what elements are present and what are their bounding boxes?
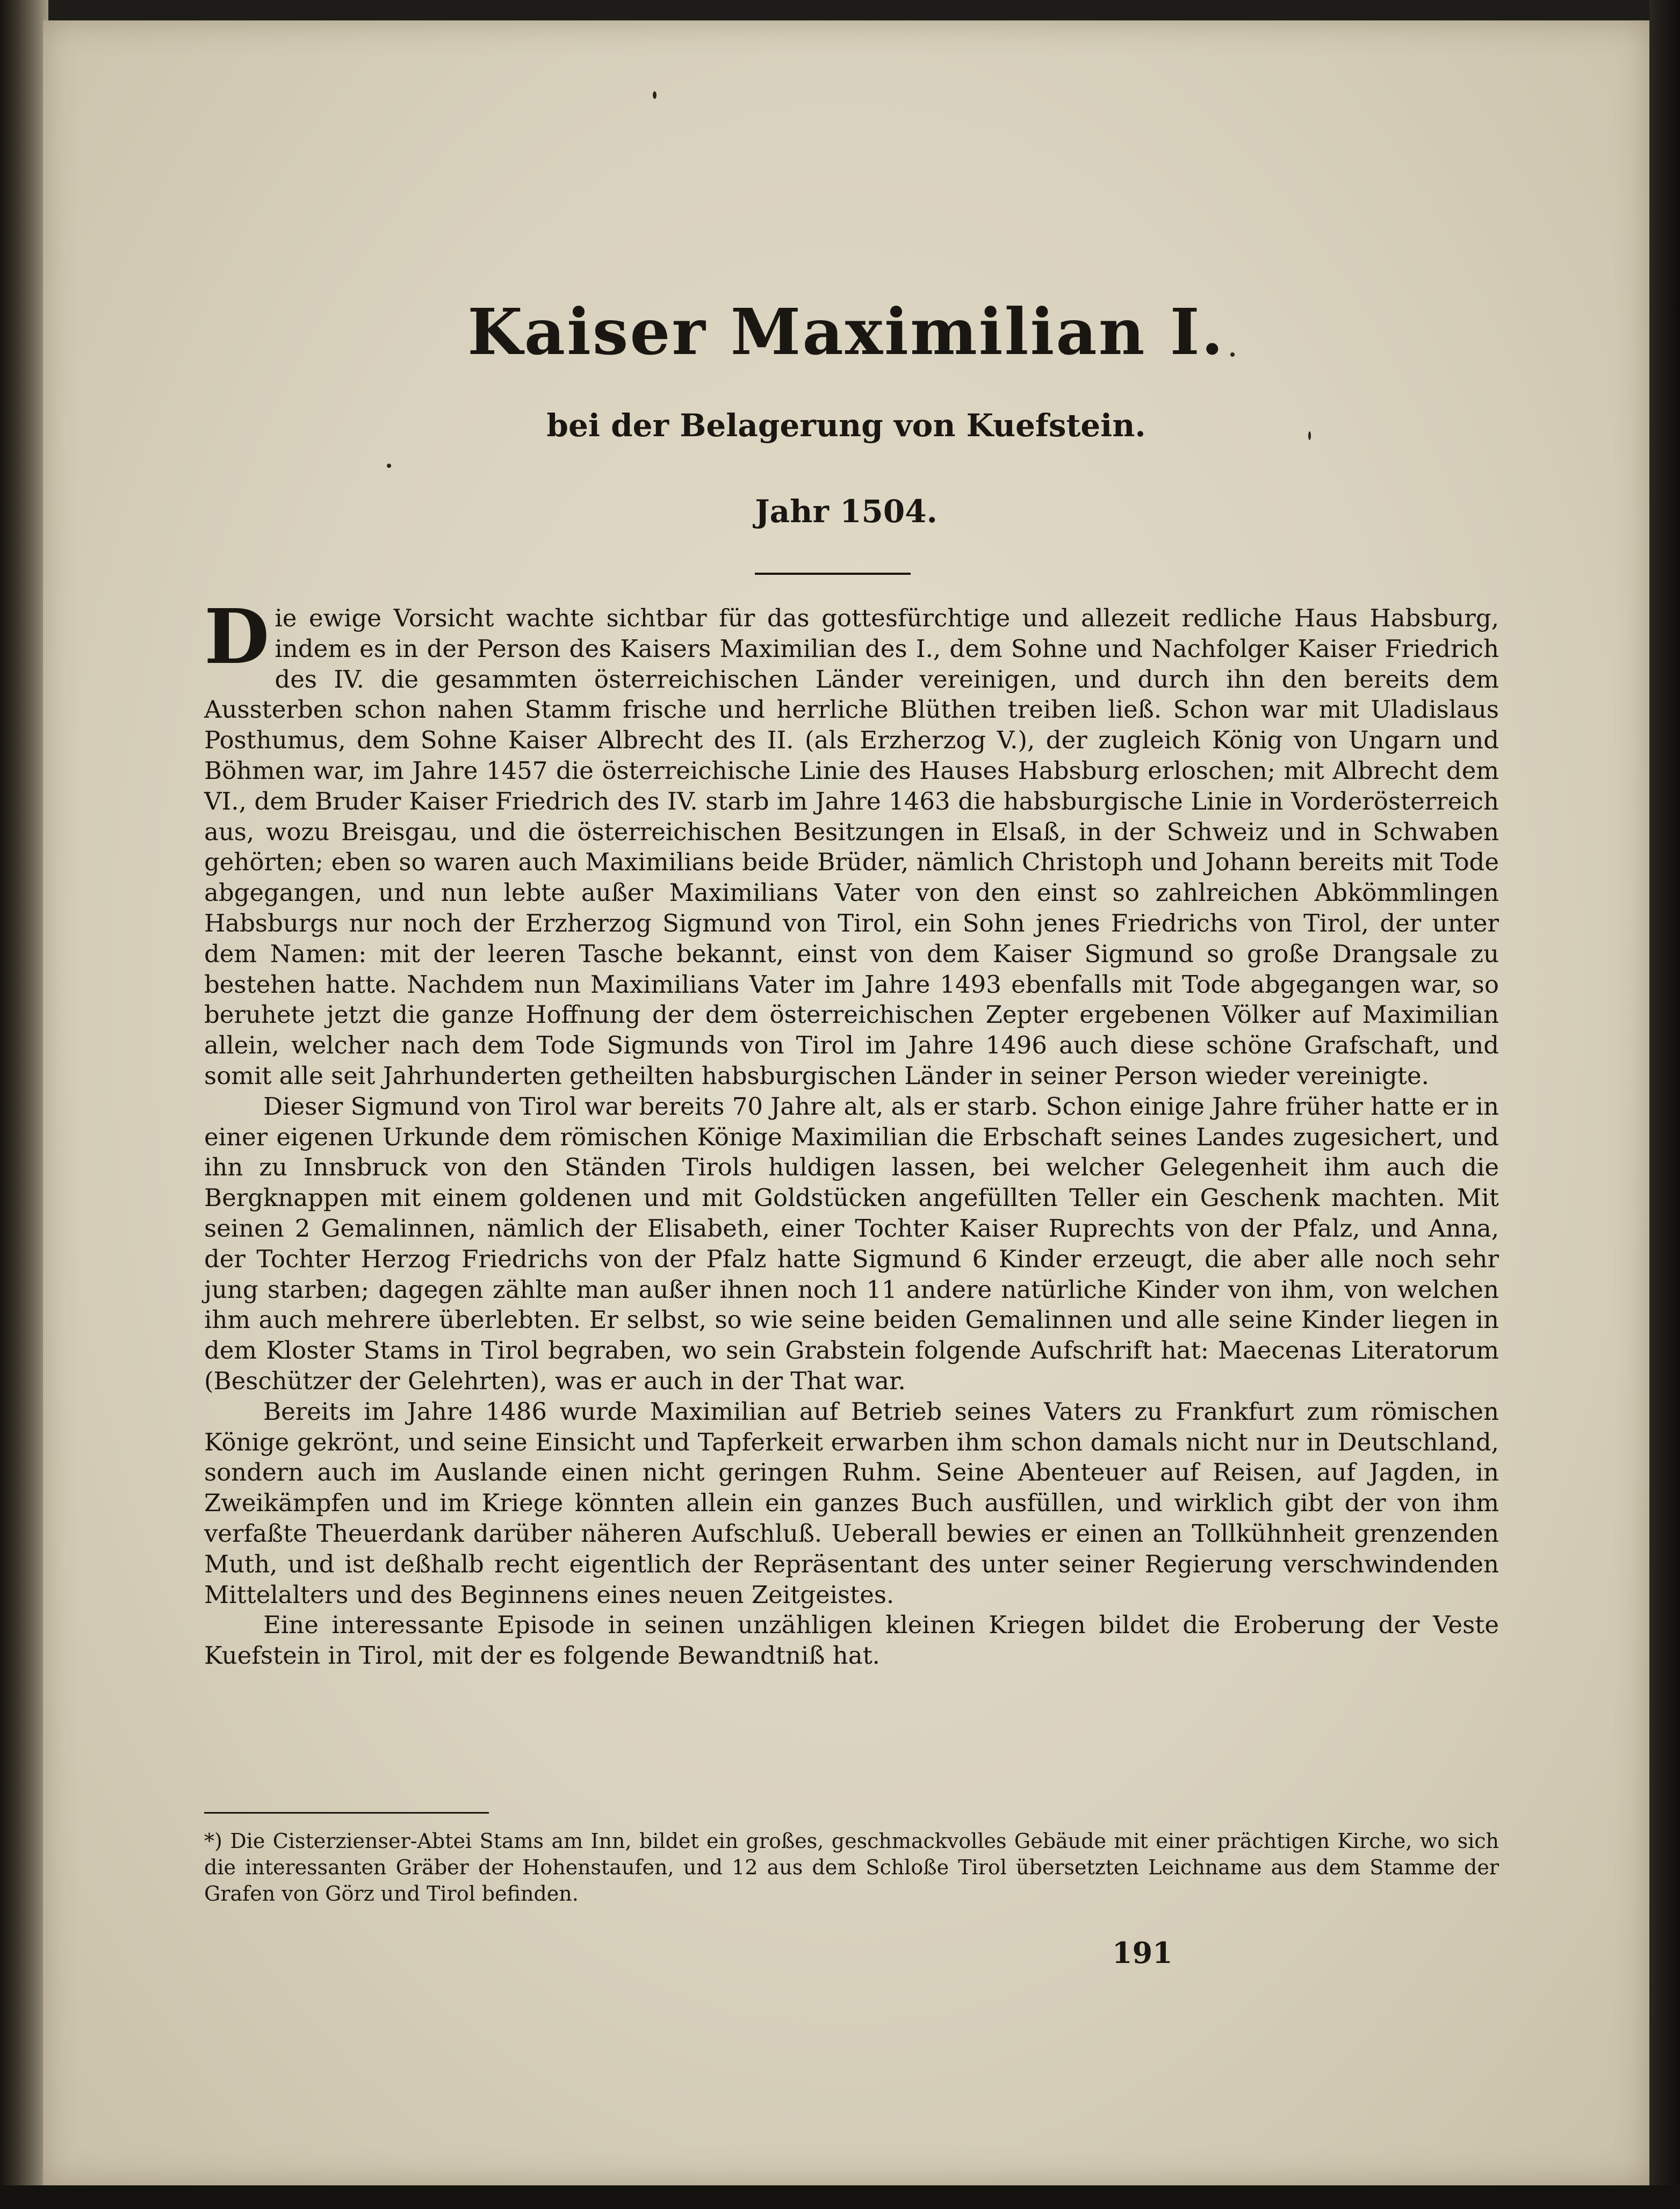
ink-speck bbox=[1230, 352, 1235, 357]
book-binding-edge bbox=[0, 0, 48, 2209]
ink-speck bbox=[1308, 431, 1311, 440]
page-number: 191 bbox=[1112, 1936, 1173, 1970]
book-page bbox=[43, 20, 1649, 2185]
right-page-edge bbox=[1649, 0, 1680, 2209]
bottom-page-edge bbox=[0, 2185, 1680, 2209]
footnote: *) Die Cisterzienser-Abtei Stams am Inn, bildet ein großes, geschmackvolles Gebäude mit einer prächtigen Kirche, wo sich die interessanten Gräber der Hohenstaufen, und 12 aus dem Schloße Tirol übersetzten Leichname aus dem Stamme der Grafen von Görz und Tirol befinden. bbox=[204, 1829, 1499, 1905]
body-text bbox=[204, 593, 1499, 1671]
ink-speck bbox=[387, 464, 391, 468]
title-divider bbox=[755, 573, 911, 575]
page-title: Kaiser Maximilian I. bbox=[467, 294, 1225, 369]
footnote-divider bbox=[204, 1812, 489, 1814]
paragraph-1-text: ie ewige Vorsicht wachte sichtbar für das gottesfürchtige und allezeit redliche Haus Habsburg, indem es in der Person des Kaisers Maximilian des I., dem Sohne und Nachfolger Kaiser Friedrich des IV. die gesammten österreichischen Länder vereinigen, und durch ihn den bereits dem Aussterben schon nahen Stamm frische und herrliche Blüthen treiben ließ. Schon war mit Uladislaus Posthumus, dem Sohne Kaiser Albrecht des II. (als Erzherzog V.), der zugleich König von Ungarn und Böhmen war, im Jahre 1457 die österreichische Linie des Hauses Habsburg erloschen; mit Albrecht dem VI., dem Bruder Kaiser Friedrich des IV. starb im Jahre 1463 die habsburgische Linie in Vorderösterreich aus, wozu Breisgau, und die österreichischen Besitzungen in Elsaß, in der Schweiz und in Schwaben gehörten; eben so waren auch Maximilians beide Brüder, nämlich Christoph und Johann bereits mit Tode abgegangen, und nun lebte außer Maximilians Vater von den einst so zahlreichen Abkömmlingen Habsburgs nur noch der Erzherzog Sigmund von Tirol, ein Sohn jenes Friedrichs von Tirol, der unter dem Namen: mit der leeren Tasche bekannt, einst von dem Kaiser Sigmund so große Drangsale zu bestehen hatte. Nachdem nun Maximilians Vater im Jahre 1493 ebenfalls mit Tode abgegangen war, so beruhete jetzt die ganze Hoffnung der dem österreichischen Zepter ergebenen Völker auf Maximilian allein, welcher nach dem Tode Sigmunds von Tirol im Jahre 1496 auch diese schöne Grafschaft, und somit alle seit Jahrhunderten getheilten habsburgischen Länder in seiner Person wieder vereinigte. bbox=[204, 604, 1499, 1090]
ink-speck bbox=[653, 91, 657, 99]
drop-cap: D bbox=[204, 593, 270, 681]
year-heading: Jahr 1504. bbox=[755, 493, 938, 530]
paragraph-2: Dieser Sigmund von Tirol war bereits 70 Jahre alt, als er starb. Schon einige Jahre früher hatte er in einer eigenen Urkunde dem römischen Könige Maximilian die Erbschaft seines Landes zugesichert, und ihn zu Innsbruck von den Ständen Tirols huldigen lassen, bei welcher Gelegenheit ihm auch die Bergknappen mit einem goldenen und mit Goldstücken angefüllten Teller ein Geschenk machten. Mit seinen 2 Gemalinnen, nämlich der Elisabeth, einer Tochter Kaiser Ruprechts von der Pfalz, und Anna, der Tochter Herzog Friedrichs von der Pfalz hatte Sigmund 6 Kinder erzeugt, die aber alle noch sehr jung starben; dagegen zählte man außer ihnen noch 11 andere natürliche Kinder von ihm, von welchen ihm auch mehrere überlebten. Er selbst, so wie seine beiden Gemalinnen und alle seine Kinder liegen in dem Kloster Stams in Tirol begraben, wo sein Grabstein folgende Aufschrift hat: Maecenas Literatorum (Beschützer der Gelehrten), was er auch in der That war. bbox=[204, 1092, 1499, 1395]
paragraph-1 bbox=[204, 593, 1499, 1092]
paragraph-3: Bereits im Jahre 1486 wurde Maximilian auf Betrieb seines Vaters zu Frankfurt zum römischen Könige gekrönt, und seine Einsicht und Tapferkeit erwarben ihm schon damals nicht nur in Deutschland, sondern auch im Auslande einen nicht geringen Ruhm. Seine Abenteuer auf Reisen, auf Jagden, in Zweikämpfen und im Kriege könnten allein ein ganzes Buch ausfüllen, und wirklich gibt der von ihm verfaßte Theuerdank darüber näheren Aufschluß. Ueberall bewies er einen an Tollkühnheit grenzenden Muth, und ist deßhalb recht eigentlich der Repräsentant des unter seiner Regierung verschwindenden Mittelalters und des Beginnens eines neuen Zeitgeistes. bbox=[204, 1397, 1499, 1609]
page-subtitle: bei der Belagerung von Kuefstein. bbox=[546, 407, 1146, 444]
paragraph-4: Eine interessante Episode in seinen unzähligen kleinen Kriegen bildet die Eroberung der Veste Kuefstein in Tirol, mit der es folgende Bewandtniß hat. bbox=[204, 1611, 1499, 1670]
